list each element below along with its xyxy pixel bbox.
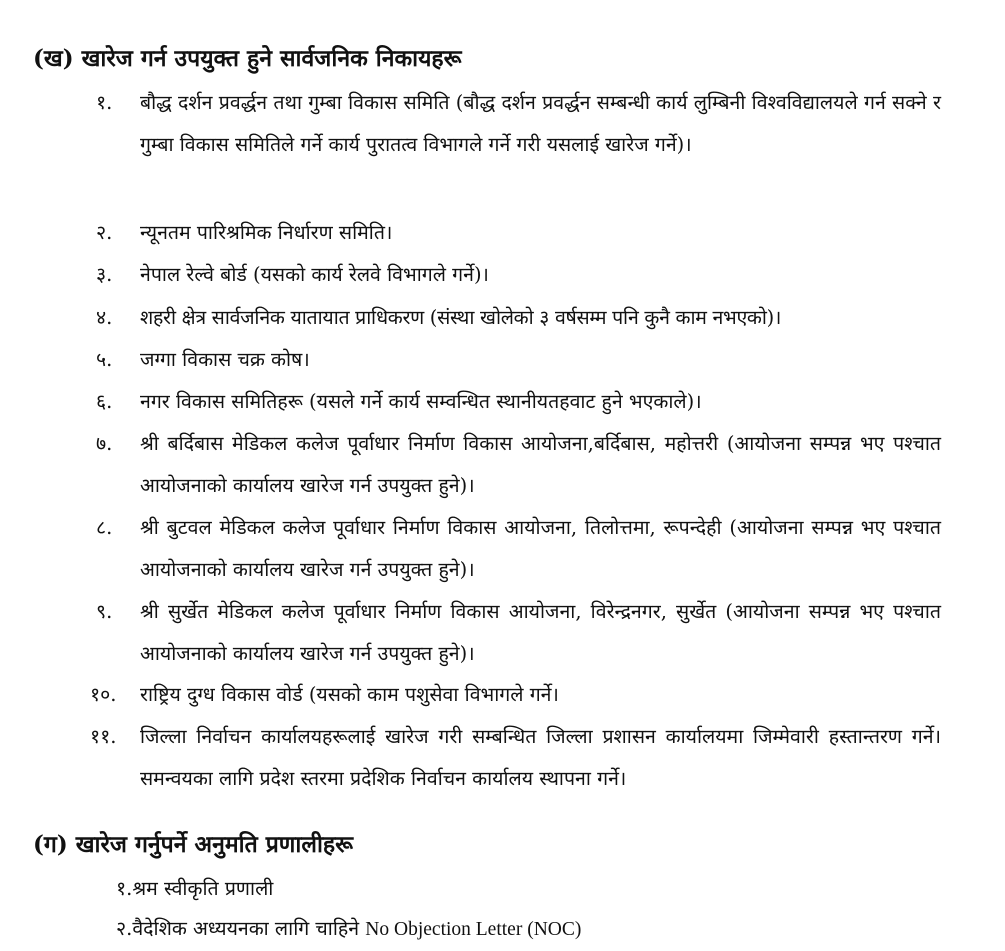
list-item bbox=[96, 254, 941, 296]
item-number: १०. bbox=[90, 683, 117, 706]
item-number: ७. bbox=[96, 432, 113, 455]
item-text-latin: No Objection Letter (NOC) bbox=[365, 919, 582, 940]
list-item bbox=[90, 716, 941, 800]
item-number: १. bbox=[96, 91, 113, 114]
list-item bbox=[96, 82, 941, 166]
section-heading-kha: (ख) खारेज गर्न उपयुक्त हुने सार्वजनिक निकायहरू bbox=[33, 45, 462, 72]
list-item bbox=[116, 912, 581, 947]
list-item bbox=[90, 674, 941, 716]
item-text: श्रम स्वीकृति प्रणाली bbox=[132, 877, 274, 900]
item-text: श्री बुटवल मेडिकल कलेज पूर्वाधार निर्माण विकास आयोजना, तिलोत्तमा, रूपन्देही (आयोजना सम्पन्न भए पश्चात आयोजनाको कार्यालय खारेज गर्न उपयुक्त हुने)। bbox=[140, 516, 941, 581]
item-text: श्री सुर्खेत मेडिकल कलेज पूर्वाधार निर्माण विकास आयोजना, विरेन्द्रनगर, सुर्खेत (आयोजना सम्पन्न भए पश्चात आयोजनाको कार्यालय खारेज गर्न उपयुक्त हुने)। bbox=[140, 600, 941, 665]
item-number: २. bbox=[96, 221, 113, 244]
item-number: ३. bbox=[96, 263, 113, 286]
item-text: वैदेशिक अध्ययनका लागि चाहिने bbox=[132, 917, 360, 940]
item-number: ४. bbox=[96, 306, 113, 329]
item-text: जिल्ला निर्वाचन कार्यालयहरूलाई खारेज गरी सम्बन्धित जिल्ला प्रशासन कार्यालयमा जिम्मेवारी हस्तान्तरण गर्ने। समन्वयका लागि प्रदेश स्तरमा प्रदेशिक निर्वाचन कार्यालय स्थापना गर्ने। bbox=[140, 725, 941, 790]
list-item bbox=[96, 297, 956, 339]
list-item bbox=[96, 507, 941, 591]
item-number: ८. bbox=[96, 516, 113, 539]
item-number: १. bbox=[116, 877, 133, 900]
item-text: शहरी क्षेत्र सार्वजनिक यातायात प्राधिकरण (संस्था खोलेको ३ वर्षसम्म पनि कुनै काम नभएको)। bbox=[140, 306, 782, 329]
item-number: २. bbox=[116, 917, 133, 940]
section-heading-ga: (ग) खारेज गर्नुपर्ने अनुमति प्रणालीहरू bbox=[33, 831, 353, 858]
item-text: नेपाल रेल्वे बोर्ड (यसको कार्य रेलवे विभागले गर्ने)। bbox=[140, 263, 489, 286]
item-number: ९. bbox=[96, 600, 113, 623]
list-item bbox=[96, 212, 941, 254]
item-number: ११. bbox=[90, 725, 117, 748]
list-item bbox=[96, 591, 941, 675]
item-number: ५. bbox=[96, 348, 113, 371]
list-item bbox=[96, 381, 941, 423]
item-text: न्यूनतम पारिश्रमिक निर्धारण समिति। bbox=[140, 221, 393, 244]
list-item bbox=[96, 339, 941, 381]
item-text: नगर विकास समितिहरू (यसले गर्ने कार्य सम्वन्धित स्थानीयतहवाट हुने भएकाले)। bbox=[140, 390, 702, 413]
item-text: राष्ट्रिय दुग्ध विकास वोर्ड (यसको काम पशुसेवा विभागले गर्ने। bbox=[140, 683, 559, 706]
item-text: बौद्ध दर्शन प्रवर्द्धन तथा गुम्बा विकास समिति (बौद्ध दर्शन प्रवर्द्धन सम्बन्धी कार्य लुम्बिनी विश्वविद्यालयले गर्न सक्ने र गुम्बा विकास समितिले गर्ने कार्य पुरातत्व विभागले गर्ने गरी यसलाई खारेज गर्ने)। bbox=[140, 91, 941, 156]
item-text: जग्गा विकास चक्र कोष। bbox=[140, 348, 310, 371]
item-number: ६. bbox=[96, 390, 113, 413]
item-text: श्री बर्दिबास मेडिकल कलेज पूर्वाधार निर्माण विकास आयोजना,बर्दिबास, महोत्तरी (आयोजना सम्पन्न भए पश्चात आयोजनाको कार्यालय खारेज गर्न उपयुक्त हुने)। bbox=[140, 432, 941, 497]
list-item bbox=[116, 872, 273, 906]
list-item bbox=[96, 423, 941, 507]
